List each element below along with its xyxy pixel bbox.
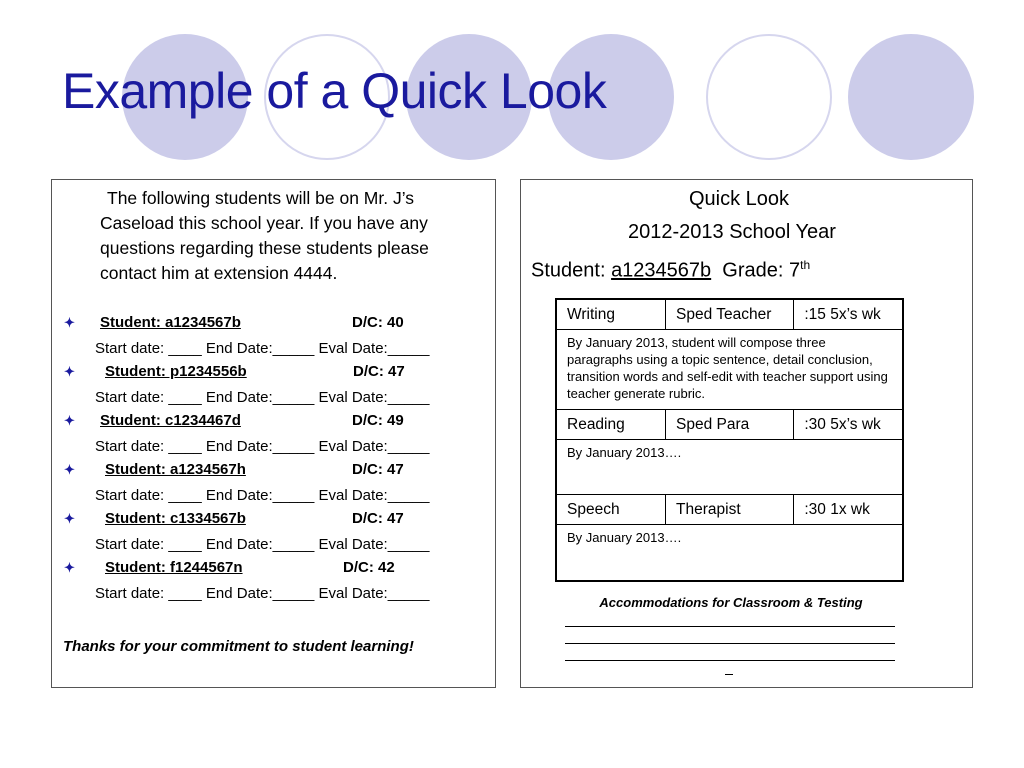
blank-line <box>565 660 895 661</box>
four-point-star-icon: ✦ <box>64 560 75 575</box>
quick-look-panel <box>520 179 973 688</box>
student-dates: Start date: ____ End Date:_____ Eval Date:_____ <box>95 585 430 602</box>
service-time: :30 5x’s wk <box>794 410 903 440</box>
table-row <box>556 410 903 440</box>
student-dates: Start date: ____ End Date:_____ Eval Date:_____ <box>95 487 430 504</box>
thanks-note: Thanks for your commitment to student learning! <box>63 638 414 655</box>
caseload-intro: The following students will be on Mr. J’s Caseload this school year. If you have any questions regarding these students please contact him at extension 4444. <box>100 188 429 283</box>
caseload-panel <box>51 179 496 688</box>
decorative-circle <box>848 34 974 160</box>
student-dates: Start date: ____ End Date:_____ Eval Date:_____ <box>95 389 430 406</box>
four-point-star-icon: ✦ <box>64 511 75 526</box>
accommodations-title: Accommodations for Classroom & Testing <box>599 595 863 610</box>
student-dates: Start date: ____ End Date:_____ Eval Date:_____ <box>95 438 430 455</box>
service-provider: Sped Teacher <box>666 299 794 330</box>
blank-line <box>725 674 733 675</box>
student-grade-line: Student: a1234567b Grade: 7th <box>531 258 811 282</box>
service-area: Reading <box>556 410 666 440</box>
student-entry: ✦ Student: c1234467d D/C: 49 <box>64 412 404 429</box>
student-entry: ✦ Student: a1234567h D/C: 47 <box>64 461 404 478</box>
school-year: 2012-2013 School Year <box>628 221 836 243</box>
services-table <box>555 298 904 582</box>
table-row <box>556 299 903 330</box>
student-id: a1234567b <box>611 259 712 282</box>
student-entry: ✦ Student: a1234567b D/C: 40 <box>64 314 404 331</box>
student-dates: Start date: ____ End Date:_____ Eval Date:_____ <box>95 536 430 553</box>
service-area: Writing <box>556 299 666 330</box>
grade: Grade: 7 <box>722 259 801 282</box>
four-point-star-icon: ✦ <box>64 413 75 428</box>
table-row <box>556 440 903 495</box>
service-goal: By January 2013, student will compose three paragraphs using a topic sentence, detail conclusion, transition words and self-edit with teacher support using teacher generate rubric. <box>556 330 903 410</box>
service-area: Speech <box>556 495 666 525</box>
four-point-star-icon: ✦ <box>64 315 75 330</box>
student-entry: ✦ Student: p1234556b D/C: 47 <box>64 363 405 380</box>
service-goal: By January 2013…. <box>556 525 903 582</box>
four-point-star-icon: ✦ <box>64 462 75 477</box>
table-row <box>556 330 903 410</box>
service-provider: Therapist <box>666 495 794 525</box>
service-provider: Sped Para <box>666 410 794 440</box>
four-point-star-icon: ✦ <box>64 364 75 379</box>
quick-look-heading: Quick Look <box>689 188 790 210</box>
student-entry: ✦ Student: f1244567n D/C: 42 <box>64 559 395 576</box>
student-entry: ✦ Student: c1334567b D/C: 47 <box>64 510 404 527</box>
blank-line <box>565 626 895 627</box>
student-dates: Start date: ____ End Date:_____ Eval Date:_____ <box>95 340 430 357</box>
service-goal: By January 2013…. <box>556 440 903 495</box>
service-time: :15 5x’s wk <box>794 299 903 330</box>
decorative-circle <box>706 34 832 160</box>
table-row <box>556 525 903 582</box>
blank-line <box>565 643 895 644</box>
slide-title: Example of a Quick Look <box>62 63 607 119</box>
service-time: :30 1x wk <box>794 495 903 525</box>
table-row <box>556 495 903 525</box>
